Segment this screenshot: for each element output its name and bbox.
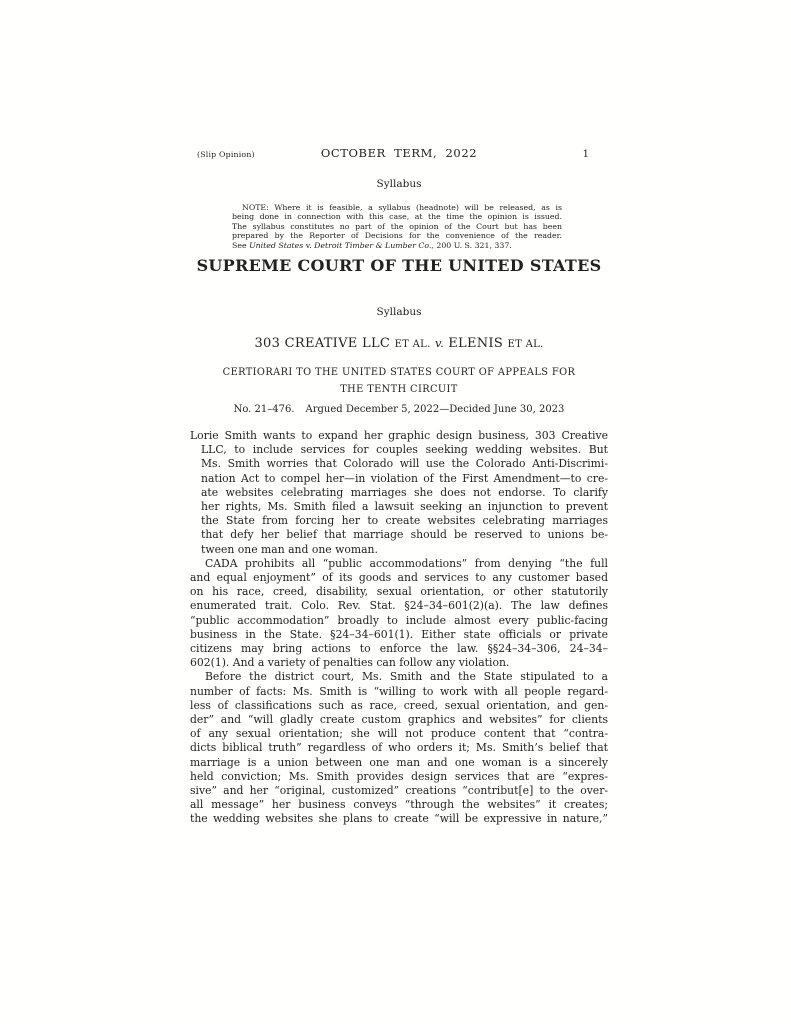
case-title-segment: ET AL. bbox=[394, 339, 431, 350]
body-line: marriage is a union between one man and one woman is a sincerely bbox=[190, 755, 608, 769]
body-line: held conviction; Ms. Smith provides design services that are “expres- bbox=[190, 769, 608, 783]
note-segment: 200 U. S. 321, 337. bbox=[433, 240, 512, 250]
body-line: LLC, to include services for couples seeking wedding websites. But bbox=[201, 443, 608, 457]
note-segment: being done in connection with this case, at the time the opinion is issued. bbox=[232, 212, 562, 222]
body-line: tween one man and one woman. bbox=[201, 542, 378, 556]
body-line: CADA prohibits all “public accommodations” from denying “the full bbox=[205, 556, 608, 570]
body-line: Before the district court, Ms. Smith and the State stipulated to a bbox=[205, 670, 608, 684]
body-paragraph bbox=[190, 429, 608, 557]
body-line: her rights, Ms. Smith filed a lawsuit seeking an injunction to prevent bbox=[201, 500, 608, 514]
body-line: and equal enjoyment” of its goods and services to any customer based bbox=[190, 571, 608, 585]
certiorari-line: THE TENTH CIRCUIT bbox=[340, 383, 458, 395]
note-segment: v. bbox=[303, 240, 315, 250]
body-line: sive” and her “original, customized” creations “contribut[e] to the over- bbox=[190, 784, 608, 798]
note-segment: NOTE: Where it is feasible, a syllabus (headnote) will be released, as is bbox=[242, 203, 562, 212]
note-segment: Detroit Timber & Lumber Co., bbox=[314, 240, 434, 250]
note-text bbox=[232, 203, 562, 250]
note-segment: The syllabus constitutes no part of the opinion of the Court but has been bbox=[232, 221, 562, 231]
body-line: 602(1). And a variety of penalties can follow any violation. bbox=[190, 656, 510, 670]
body-line: enumerated trait. Colo. Rev. Stat. §24–34–601(2)(a). The law defines bbox=[190, 599, 608, 613]
case-title bbox=[190, 336, 608, 351]
syllabus-heading: Syllabus bbox=[376, 306, 422, 318]
note-segment: United States bbox=[249, 240, 304, 250]
body-line: der” and “will gladly create custom graphics and websites” for clients bbox=[190, 713, 608, 727]
court-title: SUPREME COURT OF THE UNITED STATES bbox=[196, 256, 602, 275]
body-line: on his race, creed, disability, sexual orientation, or other statutorily bbox=[190, 585, 608, 599]
body-line: Ms. Smith worries that Colorado will use the Colorado Anti-Discrimi- bbox=[201, 457, 608, 471]
body-line: “public accommodation” broadly to include almost every public-facing bbox=[190, 613, 608, 627]
body-line: Lorie Smith wants to expand her graphic design business, 303 Creative bbox=[190, 429, 608, 442]
body-line: less of classifications such as race, creed, sexual orientation, and gen- bbox=[190, 698, 608, 712]
note-line bbox=[232, 231, 562, 240]
body-line: ate websites celebrating marriages she does not endorse. To clarify bbox=[201, 485, 608, 499]
note-line bbox=[232, 212, 562, 221]
note-segment: See bbox=[232, 240, 250, 250]
body-paragraph bbox=[190, 557, 608, 671]
note-line bbox=[232, 203, 562, 212]
body-paragraph bbox=[190, 670, 608, 826]
case-title-segment: 303 CREATIVE LLC bbox=[254, 336, 395, 351]
body-line: that defy her belief that marriage should be reserved to unions be- bbox=[201, 528, 608, 542]
argued-decided-dates: Argued December 5, 2022—Decided June 30, 2023 bbox=[305, 404, 565, 415]
case-title-segment: ET AL. bbox=[507, 339, 544, 350]
page-number: 1 bbox=[582, 149, 589, 160]
text-block bbox=[190, 0, 608, 1024]
case-title-segment: v. bbox=[435, 336, 444, 350]
certiorari-heading bbox=[190, 365, 608, 398]
body-line: the wedding websites she plans to create “will be expressive in nature,” bbox=[190, 812, 608, 826]
docket-line bbox=[190, 404, 608, 415]
body-line: all message” her business conveys “through the websites” it creates; bbox=[190, 798, 608, 812]
syllabus-body bbox=[190, 429, 608, 827]
body-line: the State from forcing her to create websites celebrating marriages bbox=[201, 514, 608, 528]
case-title-segment: ELENIS bbox=[443, 336, 508, 351]
note-segment: prepared by the Reporter of Decisions for the convenience of the reader. bbox=[232, 231, 562, 241]
body-line: of any sexual orientation; she will not produce content that “contra- bbox=[190, 727, 608, 741]
note-line bbox=[232, 241, 562, 250]
body-line: dicts biblical truth” regardless of who orders it; Ms. Smith’s belief that bbox=[190, 741, 608, 755]
certiorari-line: CERTIORARI TO THE UNITED STATES COURT OF APPEALS FOR bbox=[222, 367, 576, 378]
body-line: number of facts: Ms. Smith is “willing to work with all people regard- bbox=[190, 684, 608, 698]
slip-opinion-label: (Slip Opinion) bbox=[197, 150, 255, 159]
docket-number: No. 21–476. bbox=[233, 404, 295, 415]
syllabus-running-head: Syllabus bbox=[376, 178, 422, 190]
page-header bbox=[190, 144, 608, 160]
term-label: OCTOBER TERM, 2022 bbox=[320, 146, 478, 160]
body-line: citizens may bring actions to enforce the law. §§24–34–306, 24–34– bbox=[190, 642, 608, 656]
body-line: nation Act to compel her—in violation of the First Amendment—to cre- bbox=[201, 471, 608, 485]
note-line bbox=[232, 222, 562, 231]
body-line: business in the State. §24–34–601(1). Either state officials or private bbox=[190, 627, 608, 641]
